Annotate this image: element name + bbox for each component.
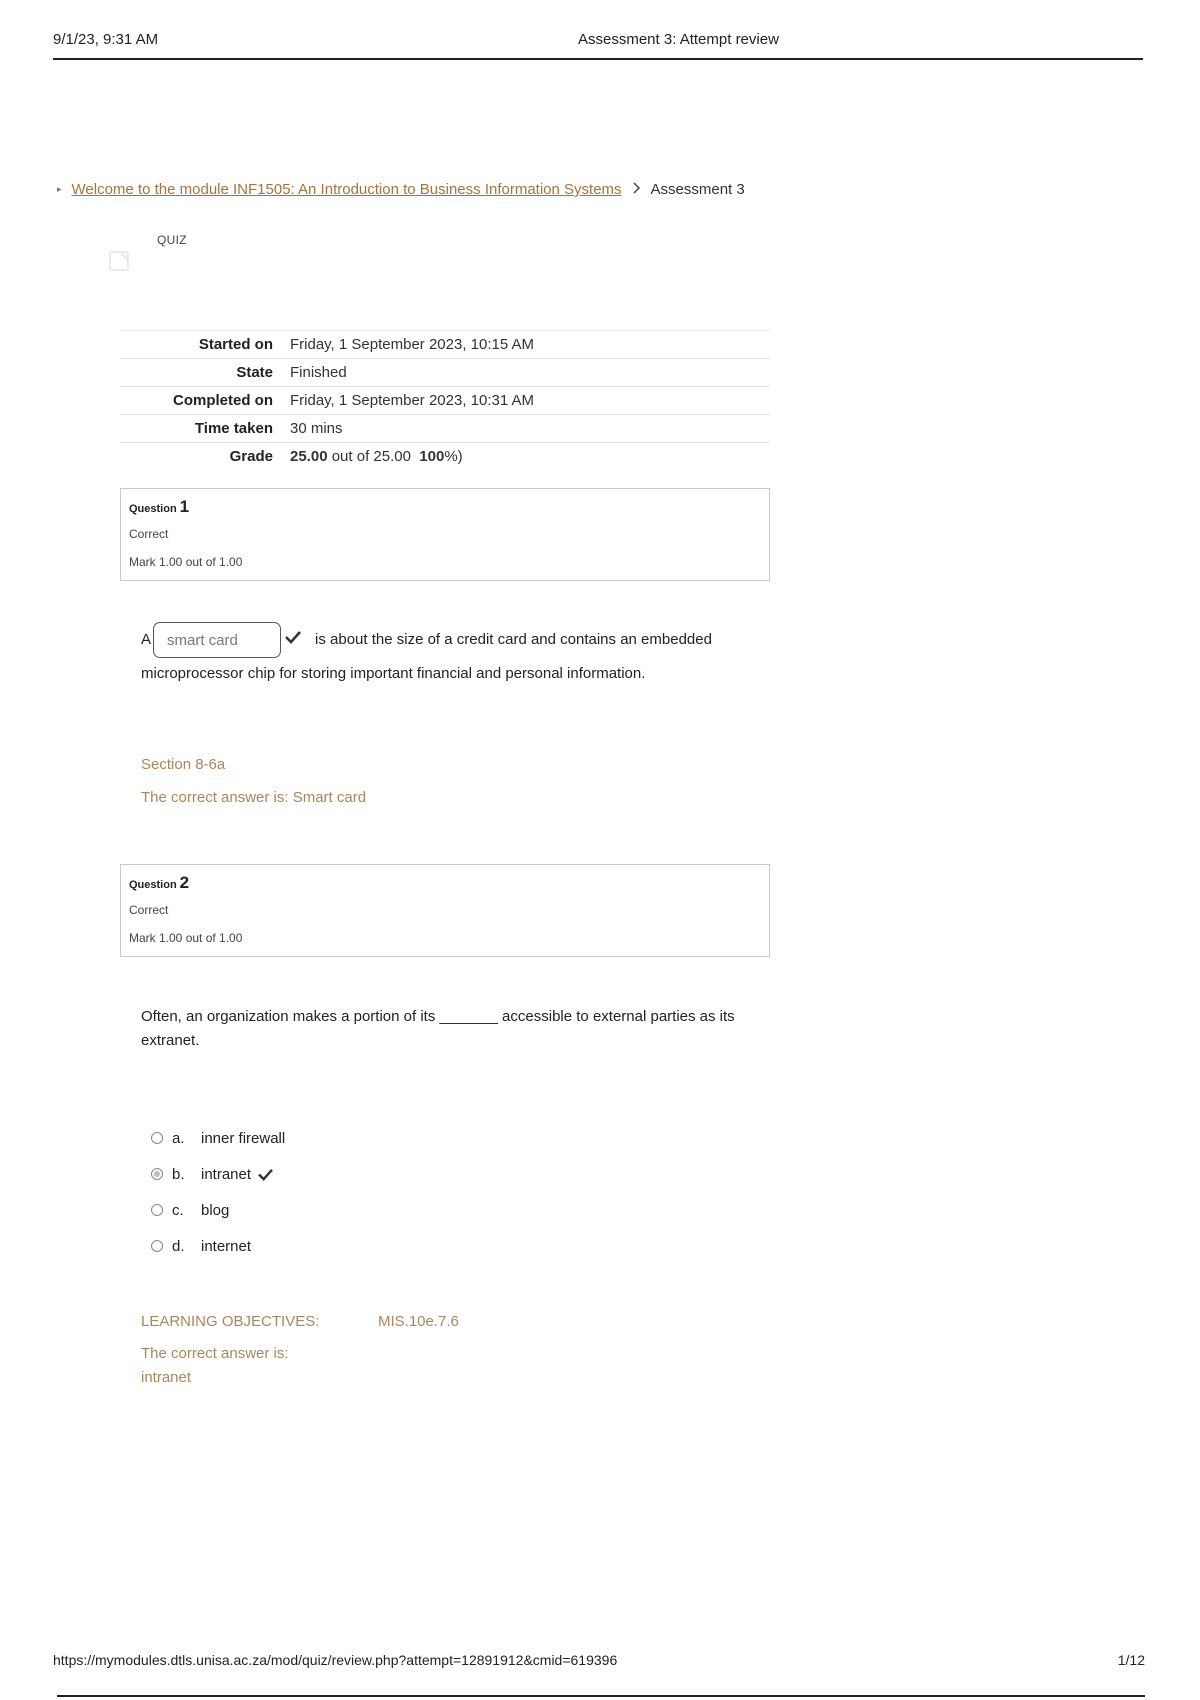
answer-option-a[interactable]: [151, 1120, 285, 1156]
answer-option-b[interactable]: [151, 1156, 285, 1192]
summary-row-started: [120, 331, 770, 359]
check-icon: [258, 1168, 273, 1181]
answer-option-c[interactable]: [151, 1192, 285, 1228]
question-number-value: 1: [179, 497, 190, 516]
grade-value: [290, 443, 770, 471]
breadcrumb-module-link[interactable]: Welcome to the module INF1505: An Introduction to Business Information Systems: [71, 181, 622, 198]
q2-answer-options: [151, 1120, 285, 1264]
grade-percent-tail: %): [444, 448, 463, 465]
question-label: Question: [129, 503, 177, 515]
chevron-right-icon: [630, 181, 643, 198]
radio-button[interactable]: [151, 1132, 163, 1144]
radio-button-selected[interactable]: [151, 1168, 163, 1180]
print-footer-url: https://mymodules.dtls.unisa.ac.za/mod/quiz/review.php?attempt=12891912&cmid=619396: [53, 1652, 618, 1668]
print-title: Assessment 3: Attempt review: [578, 31, 779, 48]
grade-percent: 100: [419, 448, 445, 465]
question-2-text: Often, an organization makes a portion of its _______ accessible to external parties as its extranet.: [141, 1008, 735, 1049]
option-text: blog: [201, 1201, 230, 1219]
quiz-icon: [109, 250, 131, 272]
answer-option-d[interactable]: [151, 1228, 285, 1264]
question-number: [129, 497, 189, 517]
q1-text-before: A: [141, 630, 152, 648]
grade-score: 25.00: [290, 448, 328, 465]
completed-value: Friday, 1 September 2023, 10:31 AM: [290, 387, 770, 415]
option-letter: b.: [172, 1165, 185, 1183]
option-text: internet: [201, 1237, 252, 1255]
option-text: inner firewall: [201, 1129, 286, 1147]
breadcrumb-bullet-icon: ▸: [57, 184, 62, 194]
option-letter: a.: [172, 1129, 185, 1147]
state-value: Finished: [290, 359, 770, 387]
question-1-text: [141, 622, 761, 690]
grade-label: Grade: [120, 443, 290, 471]
question-label: Question: [129, 879, 177, 891]
summary-row-grade: [120, 443, 770, 471]
print-date: 9/1/23, 9:31 AM: [53, 31, 159, 48]
q1-feedback-answer: The correct answer is: Smart card: [141, 789, 367, 806]
breadcrumb-current: Assessment 3: [650, 181, 745, 198]
started-value: Friday, 1 September 2023, 10:15 AM: [290, 331, 770, 359]
check-icon: [285, 624, 301, 656]
summary-row-completed: [120, 387, 770, 415]
radio-button[interactable]: [151, 1240, 163, 1252]
state-label: State: [120, 359, 290, 387]
summary-row-state: [120, 359, 770, 387]
question-number-value: 2: [179, 873, 190, 892]
print-header: [53, 28, 1143, 60]
question-state: Correct: [129, 903, 169, 917]
q2-learning-objectives-label: LEARNING OBJECTIVES:: [141, 1313, 320, 1330]
activity-type-label: QUIZ: [157, 233, 187, 247]
started-label: Started on: [120, 331, 290, 359]
footer-divider: [57, 1695, 1145, 1697]
q2-feedback-answer-label: The correct answer is:: [141, 1345, 289, 1362]
q1-feedback-section: Section 8-6a: [141, 756, 226, 773]
summary-row-time: [120, 415, 770, 443]
q2-feedback-answer-value: intranet: [141, 1369, 192, 1386]
question-mark: Mark 1.00 out of 1.00: [129, 931, 243, 945]
grade-out-of: out of 25.00: [327, 448, 416, 465]
attempt-summary-table: [120, 330, 770, 470]
radio-button[interactable]: [151, 1204, 163, 1216]
q1-answer-field[interactable]: smart card: [153, 622, 281, 658]
question-2-info: [120, 864, 770, 957]
print-footer-page-number: 1/12: [1117, 1652, 1145, 1668]
question-state: Correct: [129, 527, 169, 541]
q2-learning-objectives-value: MIS.10e.7.6: [378, 1313, 459, 1330]
completed-label: Completed on: [120, 387, 290, 415]
option-letter: c.: [172, 1201, 184, 1219]
breadcrumb: [57, 181, 745, 198]
option-letter: d.: [172, 1237, 185, 1255]
question-number: [129, 873, 189, 893]
option-text: intranet: [201, 1165, 252, 1183]
question-mark: Mark 1.00 out of 1.00: [129, 555, 243, 569]
q1-text-after: is about the size of a credit card and contains an embedded microprocessor chip for storing important financial and personal information.: [141, 630, 712, 682]
time-taken-label: Time taken: [120, 415, 290, 443]
question-1-info: [120, 488, 770, 581]
time-taken-value: 30 mins: [290, 415, 770, 443]
